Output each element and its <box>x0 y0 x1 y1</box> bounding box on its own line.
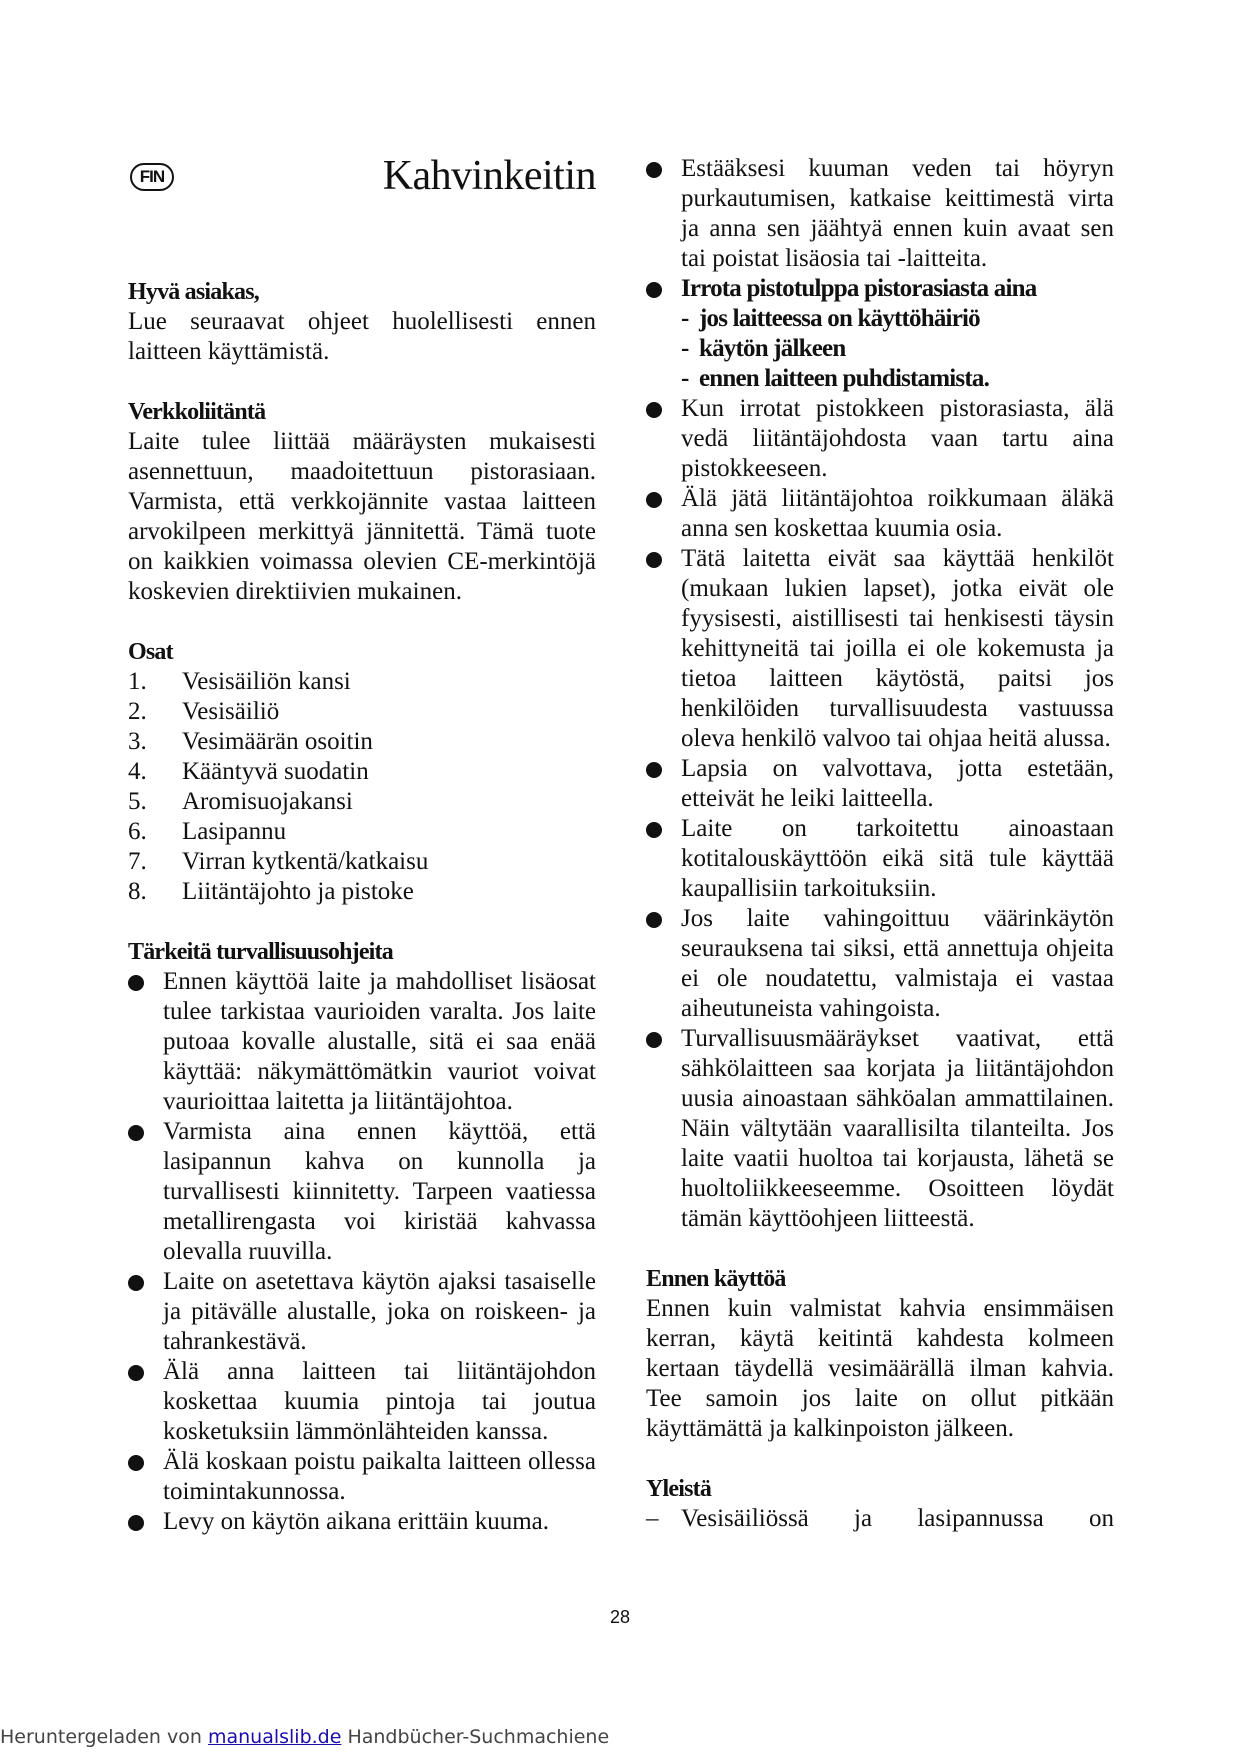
list-item: Laite on tarkoitettu ainoastaan kotitalouskäyttöön eikä sitä tule käyttää kaupallisiin tarkoituksiin. <box>646 814 1114 904</box>
list-item: 6. Lasipannu <box>128 818 287 845</box>
parts-heading: Osat <box>128 639 173 665</box>
bullet-icon <box>646 912 662 928</box>
list-item: – Vesisäiliössä ja lasipannussa on <box>646 1505 1114 1532</box>
bullet-icon <box>128 1515 144 1531</box>
list-item: 4. Kääntyvä suodatin <box>128 758 369 785</box>
list-item: 1. Vesisäiliön kansi <box>128 668 351 695</box>
left-column <box>128 150 596 1537</box>
bullet-icon <box>646 1032 662 1048</box>
list-item: Levy on käytön aikana erittäin kuuma. <box>128 1507 596 1537</box>
list-item: 2. Vesisäiliö <box>128 698 280 725</box>
unplug-title: Irrota pistotulppa pistorasiasta aina <box>681 275 1037 302</box>
list-item: Jos laite vahingoittuu väärinkäytön seurauksena tai siksi, että annettuja ohjeita ei ole noudatettu, valmistaja ei vastaa aiheutuneista vahingoista. <box>646 904 1114 1024</box>
list-item: Varmista aina ennen käyttöä, että lasipannun kahva on kunnolla ja turvallisesti kiinnitetty. Tarpeen vaatiessa metallirengasta voi kiristää kahvassa olevalla ruuvilla. <box>128 1117 596 1267</box>
page-title: Kahvinkeitin <box>382 153 596 199</box>
unplug-item <box>646 274 1114 394</box>
safety-section <box>128 937 596 1537</box>
bullet-icon <box>128 1125 144 1141</box>
safety-heading: Tärkeitä turvallisuusohjeita <box>128 939 393 965</box>
bullet-icon <box>646 282 662 298</box>
power-connection-section <box>128 397 596 607</box>
bullet-icon <box>128 975 144 991</box>
greeting-section <box>128 277 596 367</box>
list-item: Ennen käyttöä laite ja mahdolliset lisäosat tulee tarkistaa vaurioiden varalta. Jos laite putoaa kovalle alustalle, sitä ei saa enää käyttää: näkymättömätkin vauriot voivat vaurioittaa laitetta ja liitäntäjohtoa. <box>128 967 596 1117</box>
list-item: Laite on asetettava käytön ajaksi tasaiselle ja pitävälle alustalle, joka on roiskeen- ja tahrankestävä. <box>128 1267 596 1357</box>
page-number: 28 <box>609 1607 631 1627</box>
footer-prefix: Heruntergeladen von <box>0 1726 208 1748</box>
list-item: Kun irrotat pistokkeen pistorasiasta, älä vedä liitäntäjohdosta vaan tartu aina pistokkeeseen. <box>646 394 1114 484</box>
manualslib-link[interactable]: manualslib.de <box>207 1726 342 1748</box>
general-section <box>646 1474 1114 1534</box>
list-item: Tätä laitetta eivät saa käyttää henkilöt (mukaan lukien lapset), jotka eivät ole fyysisesti, aistillisesti tai henkisesti täysin kehittyneitä tai joilla ei ole kokemusta ja tietoa laitteen käytöstä, paitsi jos henkilöiden turvallisuudesta vastuussa oleva henkilö valvoo tai ohjaa heitä alussa. <box>646 544 1114 754</box>
bullet-icon <box>128 1365 144 1381</box>
list-item: Älä jätä liitäntäjohtoa roikkumaan äläkä anna sen koskettaa kuumia osia. <box>646 484 1114 544</box>
bullet-icon <box>128 1455 144 1471</box>
safety-list-left <box>128 967 596 1537</box>
unplug-sub-item: - jos laitteessa on käyttöhäiriö <box>681 305 980 332</box>
language-badge: FIN <box>130 163 174 191</box>
before-use-text: Ennen kuin valmistat kahvia ensimmäisen kerran, käytä keitintä kahdesta kolmeen kertaan täydellä vesimäärällä ilman kahvia. Tee samoin jos laite on ollut pitkään käyttämättä ja kalkinpoiston jälkeen. <box>646 1295 1114 1442</box>
greeting-text: Lue seuraavat ohjeet huolellisesti ennen laitteen käyttämistä. <box>128 308 596 365</box>
bullet-icon <box>646 552 662 568</box>
unplug-sub-item: - käytön jälkeen <box>681 335 846 362</box>
list-item: 8. Liitäntäjohto ja pistoke <box>128 878 414 905</box>
bullet-icon <box>646 162 662 178</box>
parts-section <box>128 637 596 907</box>
list-item: 3. Vesimäärän osoitin <box>128 728 373 755</box>
before-use-section <box>646 1264 1114 1444</box>
list-item: Estääksesi kuuman veden tai höyryn purkautumisen, katkaise keittimestä virta ja anna sen jäähtyä ennen kuin avaat sen tai poistat lisäosia tai -laitteita. <box>646 154 1114 274</box>
unplug-sub-item: - ennen laitteen puhdistamista. <box>681 365 990 392</box>
bullet-icon <box>646 822 662 838</box>
right-column <box>646 154 1114 1534</box>
list-item: 7. Virran kytkentä/katkaisu <box>128 848 429 875</box>
bullet-icon <box>646 402 662 418</box>
download-footer <box>0 1722 609 1752</box>
power-connection-heading: Verkkoliitäntä <box>128 399 266 425</box>
power-connection-text: Laite tulee liittää määräysten mukaisesti asennettuun, maadoitettuun pistorasiaan. Varmista, että verkkojännite vastaa laitteen arvokilpeen merkittyä jännitettä. Tämä tuote on kaikkien voimassa olevien CE-merkintöjä koskevien direktiivien mukainen. <box>128 428 596 605</box>
safety-list-right <box>646 154 1114 1234</box>
list-item: 5. Aromisuojakansi <box>128 788 353 815</box>
bullet-icon <box>646 492 662 508</box>
bullet-icon <box>128 1275 144 1291</box>
list-item: Lapsia on valvottava, jotta estetään, etteivät he leiki laitteella. <box>646 754 1114 814</box>
before-use-heading: Ennen käyttöä <box>646 1266 786 1292</box>
general-heading: Yleistä <box>646 1476 712 1502</box>
parts-list <box>128 667 596 907</box>
footer-suffix: Handbücher-Suchmachiene <box>341 1726 610 1748</box>
list-item: Älä koskaan poistu paikalta laitteen ollessa toimintakunnossa. <box>128 1447 596 1507</box>
list-item: Älä anna laitteen tai liitäntäjohdon koskettaa kuumia pintoja tai joutua kosketuksiin lämmönlähteiden kanssa. <box>128 1357 596 1447</box>
greeting-heading: Hyvä asiakas, <box>128 279 259 305</box>
bullet-icon <box>646 762 662 778</box>
list-item: Turvallisuusmääräykset vaativat, että sähkölaitteen saa korjata ja liitäntäjohdon uusia ainoastaan sähköalan ammattilainen. Näin vältytään vaarallisilta tilanteilta. Jos laite vaatii huoltoa tai korjausta, lähetä se huoltoliikkeeseemme. Osoitteen löydät tämän käyttöohjeen liitteestä. <box>646 1024 1114 1234</box>
